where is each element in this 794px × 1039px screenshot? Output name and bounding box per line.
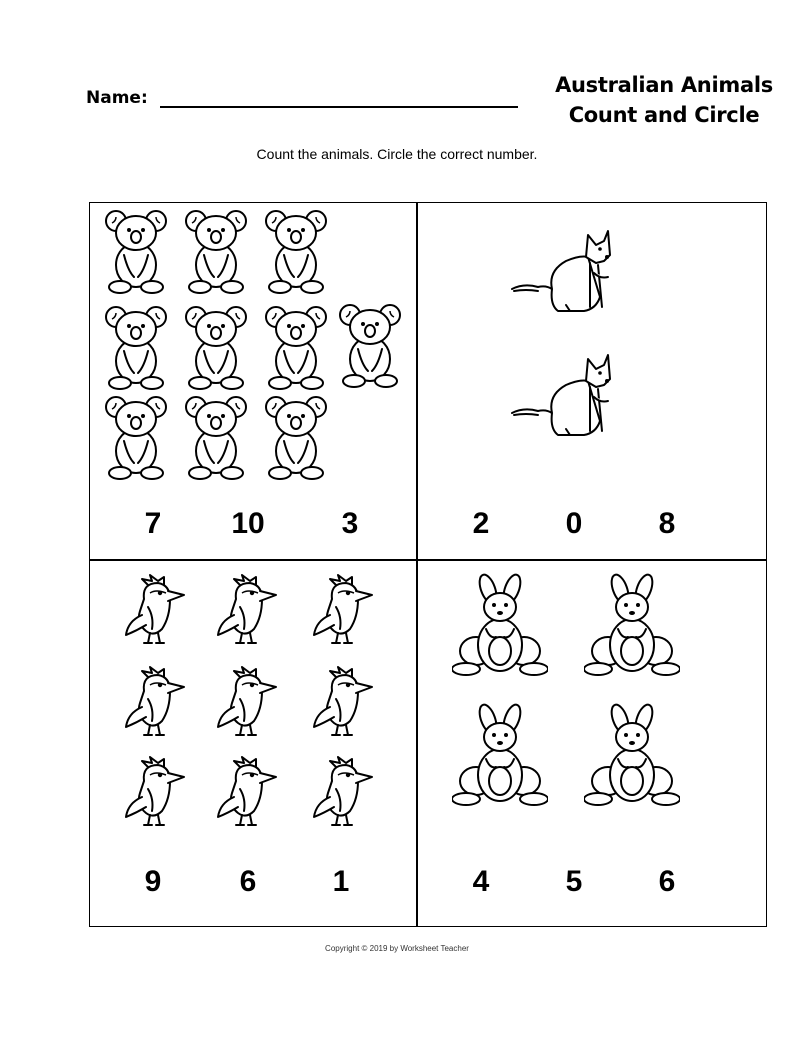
koala-icon	[264, 303, 328, 391]
choice-number[interactable]: 10	[231, 507, 265, 540]
kookaburra-icon	[122, 665, 186, 743]
kangaroo-icon	[452, 573, 548, 679]
kangaroo-icon	[452, 703, 548, 809]
choice-number[interactable]: 7	[144, 507, 162, 540]
dingo-icon	[508, 227, 618, 319]
koala-icon	[104, 207, 168, 295]
choice-number[interactable]: 3	[341, 507, 359, 540]
koala-icon	[338, 301, 402, 389]
koala-icon	[264, 207, 328, 295]
kookaburra-icon	[214, 755, 278, 833]
name-label: Name:	[86, 88, 148, 108]
title-line-2: Count and Circle	[568, 103, 760, 127]
grid-horizontal-divider	[90, 559, 766, 561]
count-grid	[89, 202, 767, 927]
name-row	[86, 88, 518, 108]
kookaburra-icon	[310, 755, 374, 833]
kookaburra-icon	[122, 573, 186, 651]
worksheet-title	[536, 70, 792, 130]
choice-number[interactable]: 0	[565, 507, 583, 540]
choice-number[interactable]: 2	[472, 507, 490, 540]
kangaroo-icon	[584, 703, 680, 809]
choice-number[interactable]: 8	[658, 507, 676, 540]
choice-number[interactable]: 1	[332, 865, 350, 898]
koala-icon	[104, 303, 168, 391]
choice-number[interactable]: 5	[565, 865, 583, 898]
instructions: Count the animals. Circle the correct number.	[256, 146, 538, 162]
kookaburra-icon	[310, 665, 374, 743]
kookaburra-icon	[122, 755, 186, 833]
dingo-icon	[508, 351, 618, 443]
copyright: Copyright © 2019 by Worksheet Teacher	[325, 944, 469, 953]
choice-number[interactable]: 4	[472, 865, 490, 898]
choice-number[interactable]: 6	[239, 865, 257, 898]
koala-icon	[104, 393, 168, 481]
kookaburra-icon	[214, 573, 278, 651]
choice-number[interactable]: 9	[144, 865, 162, 898]
grid-vertical-divider	[416, 203, 418, 926]
koala-icon	[264, 393, 328, 481]
choice-number[interactable]: 6	[658, 865, 676, 898]
kookaburra-icon	[310, 573, 374, 651]
kangaroo-icon	[584, 573, 680, 679]
koala-icon	[184, 207, 248, 295]
koala-icon	[184, 393, 248, 481]
koala-icon	[184, 303, 248, 391]
kookaburra-icon	[214, 665, 278, 743]
name-field-line[interactable]	[160, 88, 518, 108]
title-line-1: Australian Animals	[555, 73, 773, 97]
